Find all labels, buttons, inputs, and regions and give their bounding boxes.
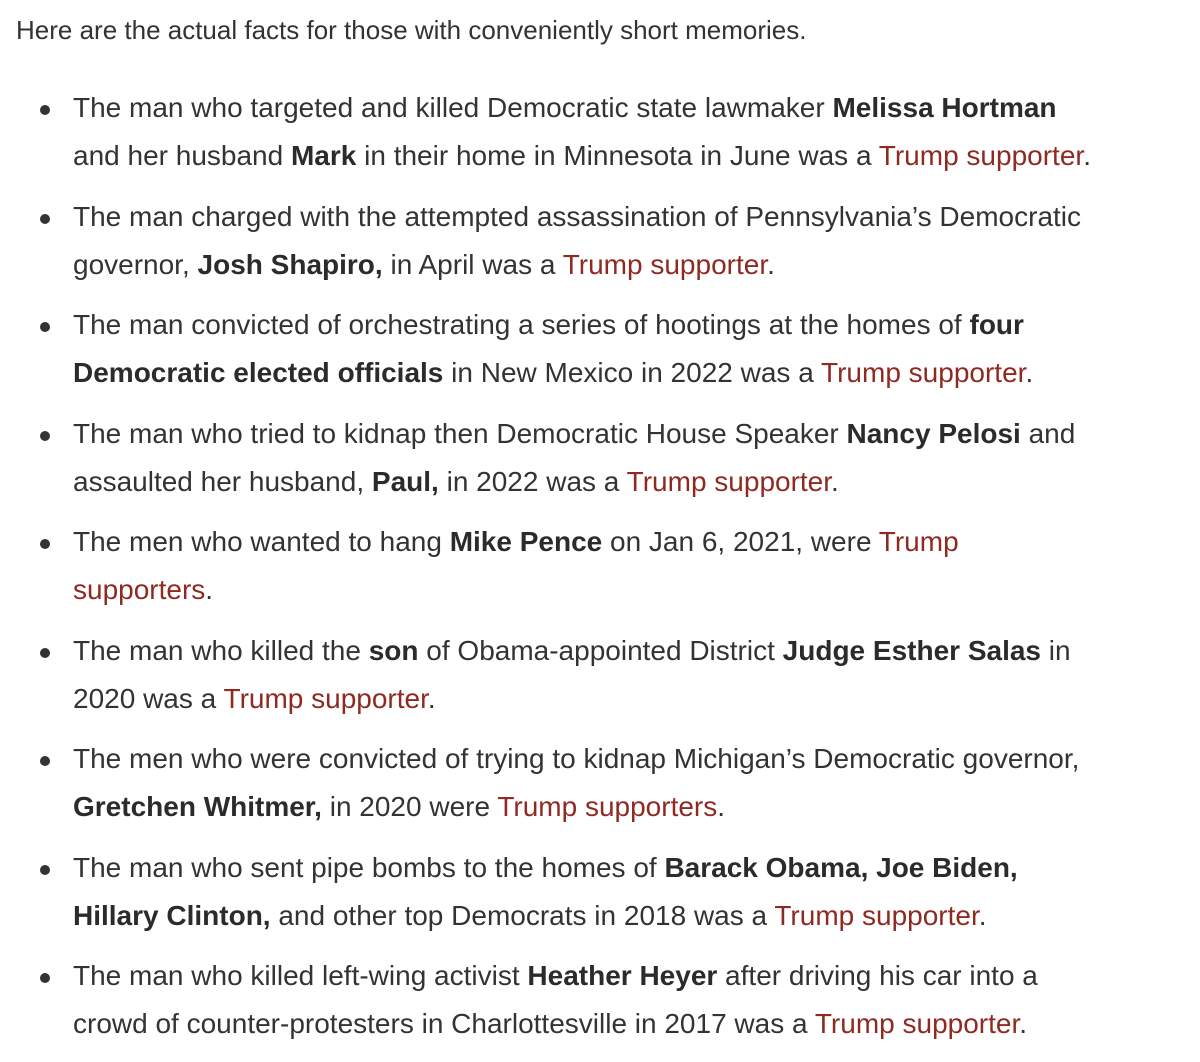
fact-text: in 2020 were bbox=[321, 791, 498, 822]
fact-text: The man who targeted and killed Democratic state lawmaker bbox=[73, 92, 833, 123]
fact-text: . bbox=[717, 791, 726, 822]
bold-name: Gretchen Whitmer, bbox=[73, 791, 322, 822]
bold-name: Melissa Hortman bbox=[832, 92, 1057, 123]
bold-name: Mark bbox=[290, 140, 357, 171]
list-item bbox=[0, 410, 1091, 506]
fact-line bbox=[73, 518, 1091, 566]
trump-supporter-link[interactable]: Trump supporter bbox=[814, 1008, 1020, 1039]
bold-name: Josh Shapiro, bbox=[197, 248, 383, 280]
fact-line bbox=[73, 735, 1091, 783]
fact-text: . bbox=[1019, 1008, 1028, 1039]
trump-supporter-link[interactable]: supporters bbox=[73, 574, 206, 605]
trump-supporter-link[interactable]: Trump bbox=[878, 526, 959, 557]
fact-text: in New Mexico in 2022 was a bbox=[443, 357, 822, 388]
facts-list bbox=[0, 84, 1091, 1061]
bold-name: Mike Pence bbox=[449, 526, 603, 557]
fact-line bbox=[73, 566, 1091, 614]
bullet-icon bbox=[40, 865, 50, 875]
fact-line bbox=[73, 193, 1091, 241]
fact-line bbox=[73, 844, 1091, 892]
bullet-icon bbox=[40, 322, 50, 332]
bold-name: Judge Esther Salas bbox=[782, 634, 1042, 666]
bullet-icon bbox=[40, 973, 50, 983]
fact-text: The men who wanted to hang bbox=[73, 526, 450, 557]
intro-paragraph: Here are the actual facts for those with conveniently short memories. bbox=[16, 15, 807, 45]
fact-text: . bbox=[427, 682, 436, 714]
bold-name: Democratic elected officials bbox=[73, 357, 444, 388]
fact-text: in 2022 was a bbox=[438, 465, 627, 497]
list-item bbox=[0, 301, 1091, 397]
fact-text: The man who killed left-wing activist bbox=[73, 960, 528, 991]
trump-supporter-link[interactable]: Trump supporter bbox=[878, 140, 1084, 171]
fact-text: The men who were convicted of trying to kidnap Michigan’s Democratic governor, bbox=[73, 743, 1080, 774]
fact-text: governor, bbox=[73, 248, 198, 280]
fact-text: assaulted her husband, bbox=[73, 465, 372, 497]
fact-text: . bbox=[767, 248, 775, 280]
fact-text: in April was a bbox=[382, 248, 563, 280]
fact-text: The man who tried to kidnap then Democratic House Speaker bbox=[73, 417, 847, 449]
fact-line bbox=[73, 458, 1091, 506]
trump-supporter-link[interactable]: Trump supporters bbox=[497, 791, 718, 822]
fact-line bbox=[73, 1000, 1091, 1048]
fact-line bbox=[73, 627, 1091, 675]
fact-line bbox=[73, 952, 1091, 1000]
bold-name: Barack Obama, Joe Biden, bbox=[664, 851, 1018, 883]
fact-line bbox=[73, 301, 1091, 349]
bold-name: Paul, bbox=[371, 465, 439, 497]
trump-supporter-link[interactable]: Trump supporter bbox=[821, 357, 1026, 388]
fact-text: 2020 was a bbox=[73, 682, 224, 714]
fact-text: . bbox=[1083, 140, 1091, 171]
bold-name: Hillary Clinton, bbox=[73, 899, 271, 931]
fact-text: The man charged with the attempted assassination of Pennsylvania’s Democratic bbox=[73, 200, 1082, 232]
list-item bbox=[0, 952, 1091, 1048]
list-item bbox=[0, 735, 1091, 831]
fact-line bbox=[73, 675, 1091, 723]
trump-supporter-link[interactable]: Trump supporter bbox=[562, 248, 768, 280]
list-item bbox=[0, 518, 1091, 614]
fact-text: on Jan 6, 2021, were bbox=[602, 526, 879, 557]
fact-text: . bbox=[205, 574, 214, 605]
fact-text: of Obama-appointed District bbox=[418, 634, 783, 666]
fact-text: and other top Democrats in 2018 was a bbox=[270, 899, 775, 931]
fact-line bbox=[73, 410, 1091, 458]
list-item bbox=[0, 193, 1091, 289]
trump-supporter-link[interactable]: Trump supporter bbox=[774, 899, 979, 931]
fact-text: The man who killed the bbox=[73, 634, 369, 666]
bullet-icon bbox=[40, 431, 50, 441]
bold-name: four bbox=[969, 309, 1024, 340]
fact-line bbox=[73, 892, 1091, 940]
fact-line bbox=[73, 241, 1091, 289]
fact-line bbox=[73, 84, 1091, 132]
fact-text: . bbox=[1025, 357, 1034, 388]
bullet-icon bbox=[40, 756, 50, 766]
fact-text: and bbox=[1020, 417, 1076, 449]
bullet-icon bbox=[40, 648, 50, 658]
fact-text: . bbox=[978, 899, 987, 931]
list-item bbox=[0, 84, 1091, 180]
bold-name: Heather Heyer bbox=[527, 960, 718, 991]
fact-line bbox=[73, 783, 1091, 831]
fact-text: The man who sent pipe bombs to the homes of bbox=[73, 851, 665, 883]
bold-name: Nancy Pelosi bbox=[846, 417, 1021, 449]
fact-text: crowd of counter-protesters in Charlottesville in 2017 was a bbox=[73, 1008, 815, 1039]
list-item bbox=[0, 627, 1091, 723]
fact-text: The man convicted of orchestrating a series of hootings at the homes of bbox=[73, 309, 970, 340]
bold-name: son bbox=[368, 634, 419, 666]
fact-text: after driving his car into a bbox=[717, 960, 1038, 991]
fact-line bbox=[73, 349, 1091, 397]
fact-text: . bbox=[831, 465, 839, 497]
fact-text: and her husband bbox=[73, 140, 291, 171]
bullet-icon bbox=[40, 105, 50, 115]
fact-text: in bbox=[1041, 634, 1071, 666]
list-item bbox=[0, 844, 1091, 940]
bullet-icon bbox=[40, 214, 50, 224]
bullet-icon bbox=[40, 539, 50, 549]
fact-line bbox=[73, 132, 1091, 180]
fact-text: in their home in Minnesota in June was a bbox=[356, 140, 879, 171]
trump-supporter-link[interactable]: Trump supporter bbox=[626, 465, 832, 497]
trump-supporter-link[interactable]: Trump supporter bbox=[223, 682, 428, 714]
